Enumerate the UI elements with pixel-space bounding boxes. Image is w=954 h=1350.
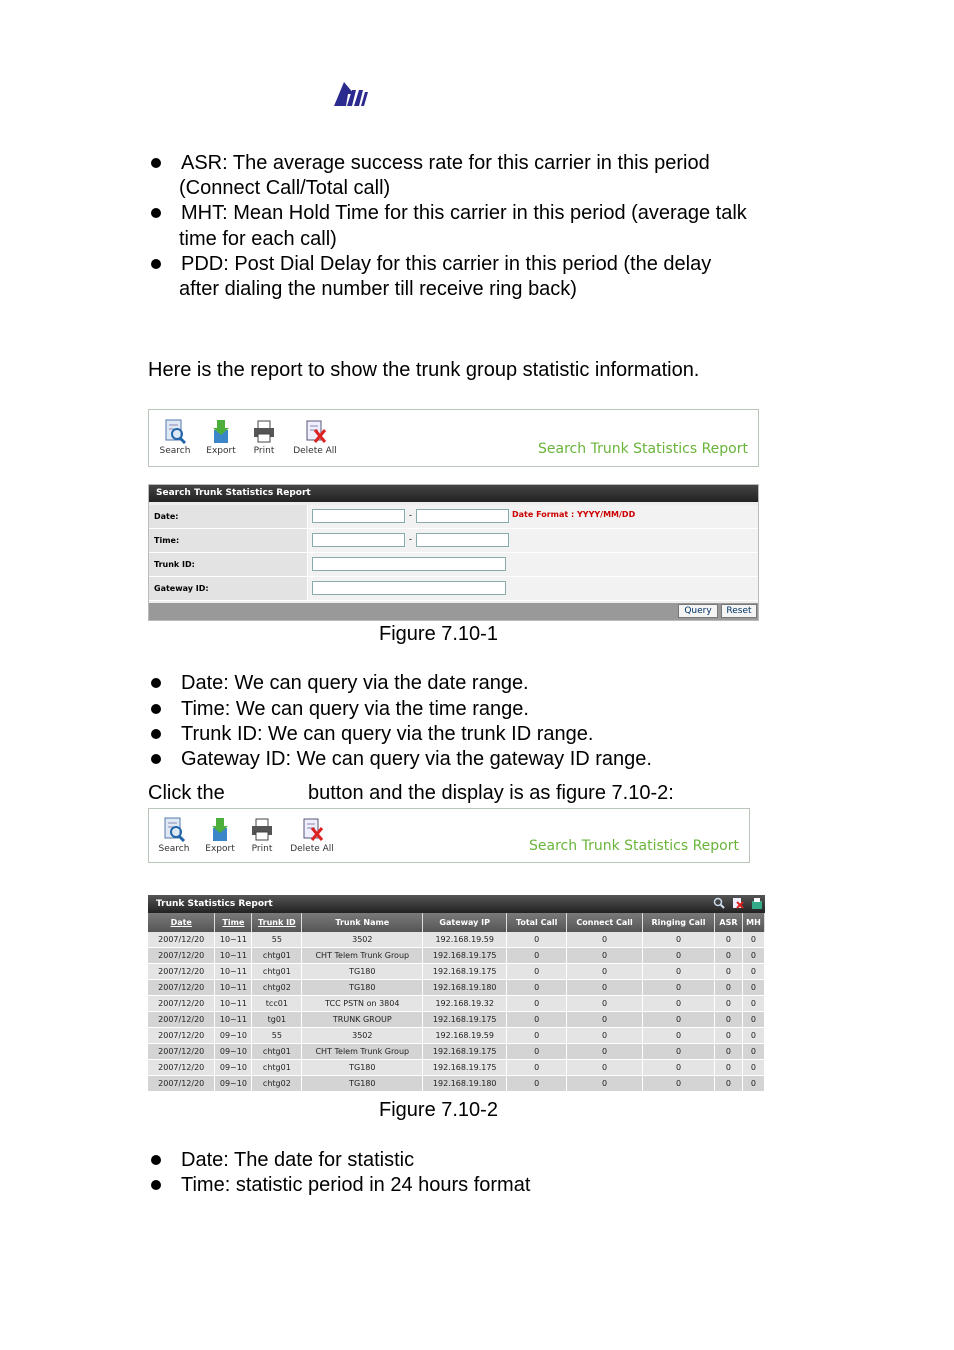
delete-icon: [300, 816, 324, 842]
bullet-icon: [151, 208, 161, 218]
table-cell: 0: [567, 1028, 643, 1044]
table-cell: chtg01: [252, 1044, 302, 1060]
table-cell: 0: [742, 1044, 764, 1060]
table-cell: 2007/12/20: [148, 980, 215, 996]
time-from-input[interactable]: [312, 533, 405, 547]
delete-all-button[interactable]: [293, 418, 337, 456]
table-cell: CHT Telem Trunk Group: [302, 1044, 423, 1060]
bullet-icon: [151, 1155, 161, 1165]
table-cell: 0: [742, 1076, 764, 1092]
table-cell: 0: [714, 948, 742, 964]
bullet-icon: [151, 158, 161, 168]
table-cell: 10~11: [215, 932, 252, 948]
table-cell: CHT Telem Trunk Group: [302, 948, 423, 964]
table-cell: 55: [252, 932, 302, 948]
search-icon: [162, 816, 186, 842]
bullet-date: Date: We can query via the date range.: [181, 672, 529, 694]
table-cell: TRUNK GROUP: [302, 1012, 423, 1028]
table-cell: 09~10: [215, 1076, 252, 1092]
click-text-post: button and the display is as figure 7.10-2:: [308, 782, 674, 804]
table-cell: 3502: [302, 1028, 423, 1044]
table-cell: 0: [742, 964, 764, 980]
table-cell: 0: [567, 948, 643, 964]
table-row: [148, 980, 765, 996]
export-label: Export: [205, 844, 235, 854]
export-icon[interactable]: [751, 897, 763, 909]
search-icon[interactable]: [713, 897, 725, 909]
table-row: [148, 996, 765, 1012]
table-cell: chtg02: [252, 980, 302, 996]
export-button[interactable]: [201, 418, 241, 456]
report-table: [148, 913, 765, 1092]
column-header-connect-call: Connect Call: [567, 913, 643, 932]
gateway-id-input[interactable]: [312, 581, 506, 595]
table-cell: 0: [643, 1044, 715, 1060]
bullet-pdd: PDD: Post Dial Delay for this carrier in this period (the delay: [181, 253, 712, 275]
bullet-gateway-id: Gateway ID: We can query via the gateway ID range.: [181, 748, 652, 770]
search-icon: [163, 418, 187, 444]
bullet-stat-date: Date: The date for statistic: [181, 1149, 415, 1171]
table-cell: 3502: [302, 932, 423, 948]
table-cell: 0: [643, 1060, 715, 1076]
table-cell: TG180: [302, 980, 423, 996]
dash: -: [409, 510, 412, 520]
table-cell: 192.168.19.175: [423, 1012, 507, 1028]
table-cell: 0: [714, 1012, 742, 1028]
table-cell: 0: [643, 1028, 715, 1044]
gateway-id-label: Gateway ID:: [149, 577, 308, 600]
table-cell: 0: [507, 980, 567, 996]
table-cell: 2007/12/20: [148, 932, 215, 948]
table-cell: 192.168.19.180: [423, 980, 507, 996]
table-cell: 0: [742, 948, 764, 964]
print-button[interactable]: [244, 418, 284, 456]
table-cell: chtg01: [252, 948, 302, 964]
table-cell: 0: [567, 932, 643, 948]
table-cell: 0: [742, 996, 764, 1012]
date-row: [149, 505, 758, 529]
table-cell: 0: [742, 1012, 764, 1028]
table-cell: 09~10: [215, 1044, 252, 1060]
export-button[interactable]: [200, 816, 240, 854]
table-cell: 2007/12/20: [148, 1012, 215, 1028]
search-form: [148, 484, 759, 621]
search-label: Search: [158, 844, 190, 854]
table-cell: 09~10: [215, 1060, 252, 1076]
form-title: Search Trunk Statistics Report: [149, 485, 758, 502]
table-row: [148, 1012, 765, 1028]
column-header-ringing-call: Ringing Call: [643, 913, 715, 932]
table-header-row: [148, 913, 765, 932]
column-header-trunk-name: Trunk Name: [302, 913, 423, 932]
delete-icon: [303, 418, 327, 444]
bullet-icon: [151, 678, 161, 688]
gateway-row: [149, 577, 758, 601]
table-cell: TG180: [302, 964, 423, 980]
trunk-id-input[interactable]: [312, 557, 506, 571]
table-cell: 0: [714, 1060, 742, 1076]
table-cell: 192.168.19.175: [423, 1060, 507, 1076]
print-button[interactable]: [242, 816, 282, 854]
table-row: [148, 948, 765, 964]
table-cell: 192.168.19.175: [423, 948, 507, 964]
table-cell: 0: [507, 1012, 567, 1028]
table-cell: 0: [714, 1076, 742, 1092]
export-icon: [209, 418, 233, 444]
bullet-icon: [151, 754, 161, 764]
trunk-row: [149, 553, 758, 577]
table-cell: 192.168.19.175: [423, 1044, 507, 1060]
table-cell: 0: [714, 1044, 742, 1060]
table-cell: 0: [643, 932, 715, 948]
bullet-trunk-id: Trunk ID: We can query via the trunk ID range.: [181, 723, 594, 745]
table-row: [148, 964, 765, 980]
query-button[interactable]: Query: [678, 604, 718, 618]
table-cell: tcc01: [252, 996, 302, 1012]
table-cell: 0: [742, 980, 764, 996]
table-cell: chtg01: [252, 964, 302, 980]
table-cell: 0: [567, 1044, 643, 1060]
date-format-hint: Date Format : YYYY/MM/DD: [512, 510, 636, 519]
table-cell: 0: [507, 964, 567, 980]
bullet-stat-time: Time: statistic period in 24 hours format: [181, 1174, 531, 1196]
search-label: Search: [159, 446, 191, 456]
table-cell: 2007/12/20: [148, 964, 215, 980]
table-cell: TCC PSTN on 3804: [302, 996, 423, 1012]
table-cell: 0: [507, 1028, 567, 1044]
table-cell: 0: [643, 1076, 715, 1092]
table-cell: 10~11: [215, 1012, 252, 1028]
table-row: [148, 1076, 765, 1092]
table-cell: 0: [714, 996, 742, 1012]
table-cell: TG180: [302, 1060, 423, 1076]
table-cell: 192.168.19.180: [423, 1076, 507, 1092]
table-row: [148, 932, 765, 948]
report-panel: [148, 895, 765, 1098]
toolbar-title: Search Trunk Statistics Report: [529, 838, 739, 854]
toolbar: [148, 808, 750, 863]
table-cell: 55: [252, 1028, 302, 1044]
table-cell: 2007/12/20: [148, 1060, 215, 1076]
bullet-mht: MHT: Mean Hold Time for this carrier in this period (average talk: [181, 202, 747, 224]
table-cell: 10~11: [215, 980, 252, 996]
bullet-icon: [151, 1180, 161, 1190]
table-cell: 0: [742, 1060, 764, 1076]
table-cell: 0: [643, 948, 715, 964]
table-cell: 2007/12/20: [148, 948, 215, 964]
date-label: Date:: [149, 505, 308, 528]
print-label: Print: [251, 844, 273, 854]
search-button[interactable]: [155, 418, 195, 456]
date-to-input[interactable]: [416, 509, 509, 523]
figure-caption-2: Figure 7.10-2: [379, 1099, 498, 1121]
print-label: Print: [253, 446, 275, 456]
table-cell: 2007/12/20: [148, 996, 215, 1012]
figure-caption-1: Figure 7.10-1: [379, 623, 498, 645]
table-cell: 0: [507, 1076, 567, 1092]
table-cell: 0: [567, 996, 643, 1012]
table-cell: 10~11: [215, 996, 252, 1012]
export-label: Export: [206, 446, 236, 456]
table-cell: chtg01: [252, 1060, 302, 1076]
printer-icon: [252, 418, 276, 444]
delete-all-button[interactable]: [290, 816, 334, 854]
table-cell: 2007/12/20: [148, 1076, 215, 1092]
table-row: [148, 1044, 765, 1060]
report-header: [148, 895, 765, 913]
table-cell: 0: [567, 1012, 643, 1028]
table-cell: 0: [714, 964, 742, 980]
toolbar: [148, 409, 759, 467]
table-cell: 0: [714, 980, 742, 996]
bullet-time: Time: We can query via the time range.: [181, 698, 529, 720]
table-cell: chtg02: [252, 1076, 302, 1092]
table-cell: 0: [507, 932, 567, 948]
table-cell: 10~11: [215, 948, 252, 964]
intro-paragraph: Here is the report to show the trunk group statistic information.: [148, 359, 700, 381]
date-from-input[interactable]: [312, 509, 405, 523]
company-logo: [332, 78, 368, 108]
table-cell: 0: [567, 1060, 643, 1076]
column-header-total-call: Total Call: [507, 913, 567, 932]
bullet-mht-cont: time for each call): [179, 228, 337, 250]
bullet-icon: [151, 259, 161, 269]
bullet-asr: ASR: The average success rate for this carrier in this period: [181, 152, 710, 174]
reset-button[interactable]: Reset: [721, 604, 757, 618]
table-cell: 192.168.19.59: [423, 932, 507, 948]
delete-icon[interactable]: [732, 897, 744, 909]
printer-icon: [250, 816, 274, 842]
export-icon: [208, 816, 232, 842]
table-cell: 192.168.19.32: [423, 996, 507, 1012]
bullet-icon: [151, 704, 161, 714]
table-cell: 0: [714, 1028, 742, 1044]
time-row: [149, 529, 758, 553]
time-label: Time:: [149, 529, 308, 552]
dash: -: [409, 534, 412, 544]
table-cell: 0: [507, 996, 567, 1012]
table-cell: tg01: [252, 1012, 302, 1028]
table-cell: 10~11: [215, 964, 252, 980]
table-cell: 09~10: [215, 1028, 252, 1044]
form-footer: [149, 603, 758, 620]
table-cell: 2007/12/20: [148, 1044, 215, 1060]
report-table-body: [148, 932, 765, 1092]
table-cell: 0: [507, 948, 567, 964]
table-cell: 192.168.19.175: [423, 964, 507, 980]
search-button[interactable]: [154, 816, 194, 854]
column-header-gateway-ip: Gateway IP: [423, 913, 507, 932]
bullet-pdd-cont: after dialing the number till receive ring back): [179, 278, 577, 300]
table-cell: 0: [742, 1028, 764, 1044]
table-cell: 0: [643, 1012, 715, 1028]
report-title: Trunk Statistics Report: [156, 899, 273, 909]
table-cell: 0: [567, 964, 643, 980]
bullet-icon: [151, 729, 161, 739]
column-header-date[interactable]: Date: [148, 913, 215, 932]
toolbar-title: Search Trunk Statistics Report: [538, 441, 748, 457]
bullet-asr-cont: (Connect Call/Total call): [179, 177, 391, 199]
column-header-trunk-id[interactable]: Trunk ID: [252, 913, 302, 932]
table-cell: 0: [567, 1076, 643, 1092]
table-cell: 2007/12/20: [148, 1028, 215, 1044]
column-header-asr: ASR: [714, 913, 742, 932]
delete-all-label: Delete All: [293, 446, 337, 456]
table-row: [148, 1060, 765, 1076]
column-header-mht: MH: [742, 913, 764, 932]
table-cell: 0: [567, 980, 643, 996]
table-cell: 0: [742, 932, 764, 948]
table-cell: TG180: [302, 1076, 423, 1092]
table-cell: 0: [714, 932, 742, 948]
click-text-pre: Click the: [148, 782, 225, 804]
table-cell: 192.168.19.59: [423, 1028, 507, 1044]
column-header-time[interactable]: Time: [215, 913, 252, 932]
table-cell: 0: [507, 1060, 567, 1076]
trunk-id-label: Trunk ID:: [149, 553, 308, 576]
table-cell: 0: [643, 980, 715, 996]
table-cell: 0: [507, 1044, 567, 1060]
delete-all-label: Delete All: [290, 844, 334, 854]
table-row: [148, 1028, 765, 1044]
table-cell: 0: [643, 964, 715, 980]
table-cell: 0: [643, 996, 715, 1012]
time-to-input[interactable]: [416, 533, 509, 547]
